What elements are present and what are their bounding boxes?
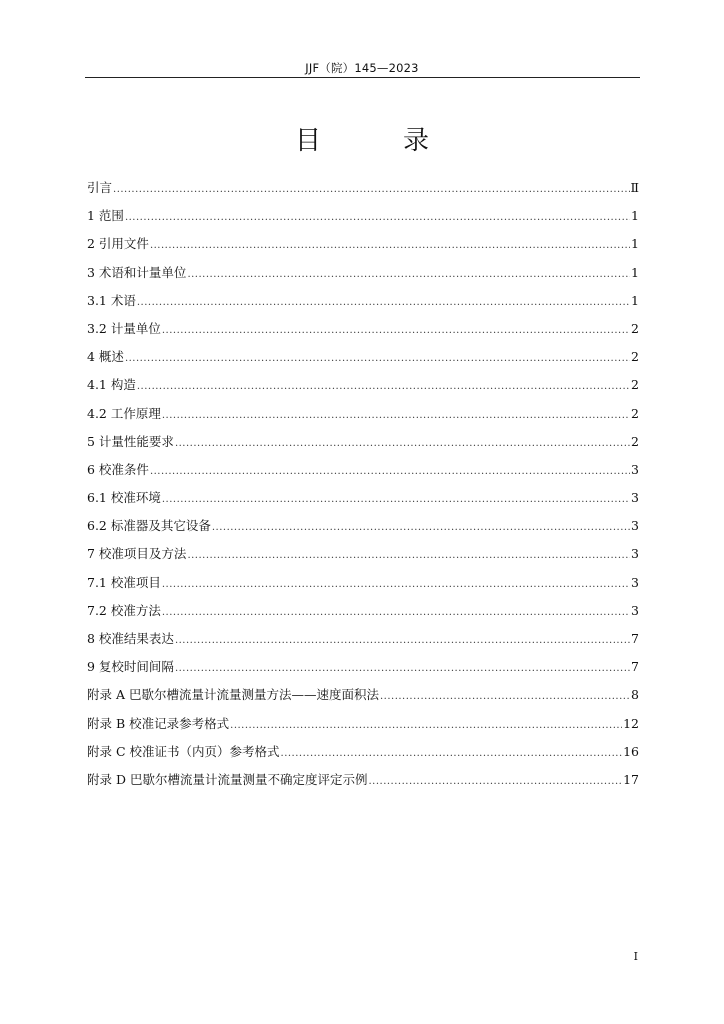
toc-entry-page: 1 bbox=[631, 236, 639, 252]
page-title: 目 录 bbox=[294, 126, 457, 156]
document-header-code: JJF（院）145—2023 bbox=[305, 61, 419, 75]
toc-dot-leader bbox=[175, 430, 630, 458]
toc-dot-leader bbox=[281, 740, 623, 768]
toc-entry[interactable] bbox=[87, 681, 639, 709]
toc-entry-page: 2 bbox=[631, 349, 639, 365]
toc-entry[interactable] bbox=[87, 738, 639, 766]
toc-entry-page: Ⅱ bbox=[630, 180, 639, 195]
toc-dot-leader bbox=[162, 599, 630, 627]
toc-dot-leader bbox=[150, 458, 630, 486]
toc-entry-page: 3 bbox=[631, 490, 639, 506]
toc-dot-leader bbox=[175, 655, 630, 683]
toc-entry[interactable] bbox=[87, 456, 639, 484]
header-rule bbox=[85, 77, 640, 78]
toc-dot-leader bbox=[125, 345, 630, 373]
toc-dot-leader bbox=[162, 571, 630, 599]
toc-dot-leader bbox=[162, 486, 630, 514]
toc-dot-leader bbox=[380, 683, 630, 711]
toc-entry-page: 3 bbox=[631, 546, 639, 562]
toc-entry-page: 2 bbox=[631, 377, 639, 393]
toc-entry[interactable] bbox=[87, 597, 639, 625]
toc-entry-page: 16 bbox=[623, 743, 639, 759]
toc-entry-label: 附录 A 巴歇尔槽流量计流量测量方法——速度面积法 bbox=[87, 687, 379, 703]
toc-entry-page: 1 bbox=[631, 208, 639, 224]
toc-entry-label: 7 校准项目及方法 bbox=[87, 546, 187, 562]
toc-dot-leader bbox=[368, 768, 622, 796]
toc-entry-label: 附录 B 校准记录参考格式 bbox=[87, 715, 230, 731]
toc-entry-page: 7 bbox=[631, 631, 639, 646]
toc-entry[interactable] bbox=[87, 343, 639, 371]
toc-dot-leader bbox=[137, 373, 630, 401]
toc-entry-label: 引言 bbox=[87, 180, 113, 195]
toc-entry-label: 附录 D 巴歇尔槽流量计流量测量不确定度评定示例 bbox=[87, 771, 368, 787]
toc-entry[interactable] bbox=[87, 625, 639, 653]
toc-entry-page: 17 bbox=[623, 771, 639, 787]
toc-dot-leader bbox=[175, 627, 630, 655]
toc-entry[interactable] bbox=[87, 484, 639, 512]
toc-entry-label: 5 计量性能要求 bbox=[87, 433, 174, 449]
toc-entry-page: 3 bbox=[631, 574, 639, 590]
toc-entry[interactable] bbox=[87, 540, 639, 568]
toc-entry-page: 3 bbox=[631, 518, 639, 534]
toc-entry-page: 2 bbox=[631, 320, 639, 336]
toc-dot-leader bbox=[125, 204, 630, 232]
toc-entry[interactable] bbox=[87, 766, 639, 794]
toc-entry[interactable] bbox=[87, 287, 639, 315]
page-number: I bbox=[633, 950, 638, 963]
toc-dot-leader bbox=[187, 542, 630, 570]
toc-entry[interactable] bbox=[87, 202, 639, 230]
toc-entry-page: 3 bbox=[631, 461, 639, 477]
toc-entry[interactable] bbox=[87, 400, 639, 428]
toc-entry-label: 9 复校时间间隔 bbox=[87, 659, 174, 675]
toc-dot-leader bbox=[230, 712, 622, 740]
toc-entry-page: 1 bbox=[631, 292, 639, 308]
toc-entry-page: 12 bbox=[623, 715, 639, 731]
toc-entry-label: 1 范围 bbox=[87, 208, 124, 224]
toc-entry[interactable] bbox=[87, 315, 639, 343]
toc-entry-page: 7 bbox=[631, 659, 639, 675]
toc-entry-label: 3 术语和计量单位 bbox=[87, 264, 187, 280]
toc-entry-label: 7.2 校准方法 bbox=[87, 602, 161, 618]
toc-dot-leader bbox=[113, 176, 629, 204]
toc-entry-page: 2 bbox=[631, 405, 639, 421]
toc-entry[interactable] bbox=[87, 710, 639, 738]
toc-dot-leader bbox=[212, 514, 630, 542]
toc-dot-leader bbox=[150, 232, 630, 260]
toc-entry[interactable] bbox=[87, 174, 639, 202]
toc-entry[interactable] bbox=[87, 259, 639, 287]
toc-entry[interactable] bbox=[87, 230, 639, 258]
toc-entry-page: 1 bbox=[631, 264, 639, 280]
toc-entry[interactable] bbox=[87, 512, 639, 540]
toc-entry-label: 6.2 标准器及其它设备 bbox=[87, 518, 211, 534]
toc-entry[interactable] bbox=[87, 428, 639, 456]
toc-entry-label: 6 校准条件 bbox=[87, 461, 149, 477]
toc-entry-label: 4.2 工作原理 bbox=[87, 405, 161, 421]
toc-entry-label: 4 概述 bbox=[87, 349, 124, 365]
toc-entry[interactable] bbox=[87, 569, 639, 597]
toc-entry-page: 3 bbox=[631, 602, 639, 618]
toc-entry-label: 4.1 构造 bbox=[87, 377, 136, 393]
toc-dot-leader bbox=[162, 402, 630, 430]
toc-dot-leader bbox=[187, 261, 630, 289]
toc-entry[interactable] bbox=[87, 653, 639, 681]
toc-entry-page: 8 bbox=[631, 687, 639, 703]
toc-dot-leader bbox=[137, 289, 630, 317]
toc-entry-label: 6.1 校准环境 bbox=[87, 490, 161, 506]
toc-entry-label: 7.1 校准项目 bbox=[87, 574, 161, 590]
toc-entry-label: 3.1 术语 bbox=[87, 292, 136, 308]
toc-entry-label: 附录 C 校准证书（内页）参考格式 bbox=[87, 743, 280, 759]
toc-dot-leader bbox=[162, 317, 630, 345]
table-of-contents bbox=[87, 174, 639, 794]
toc-entry-label: 8 校准结果表达 bbox=[87, 631, 174, 646]
toc-entry[interactable] bbox=[87, 371, 639, 399]
toc-entry-label: 3.2 计量单位 bbox=[87, 320, 161, 336]
toc-entry-page: 2 bbox=[631, 433, 639, 449]
toc-entry-label: 2 引用文件 bbox=[87, 236, 149, 252]
